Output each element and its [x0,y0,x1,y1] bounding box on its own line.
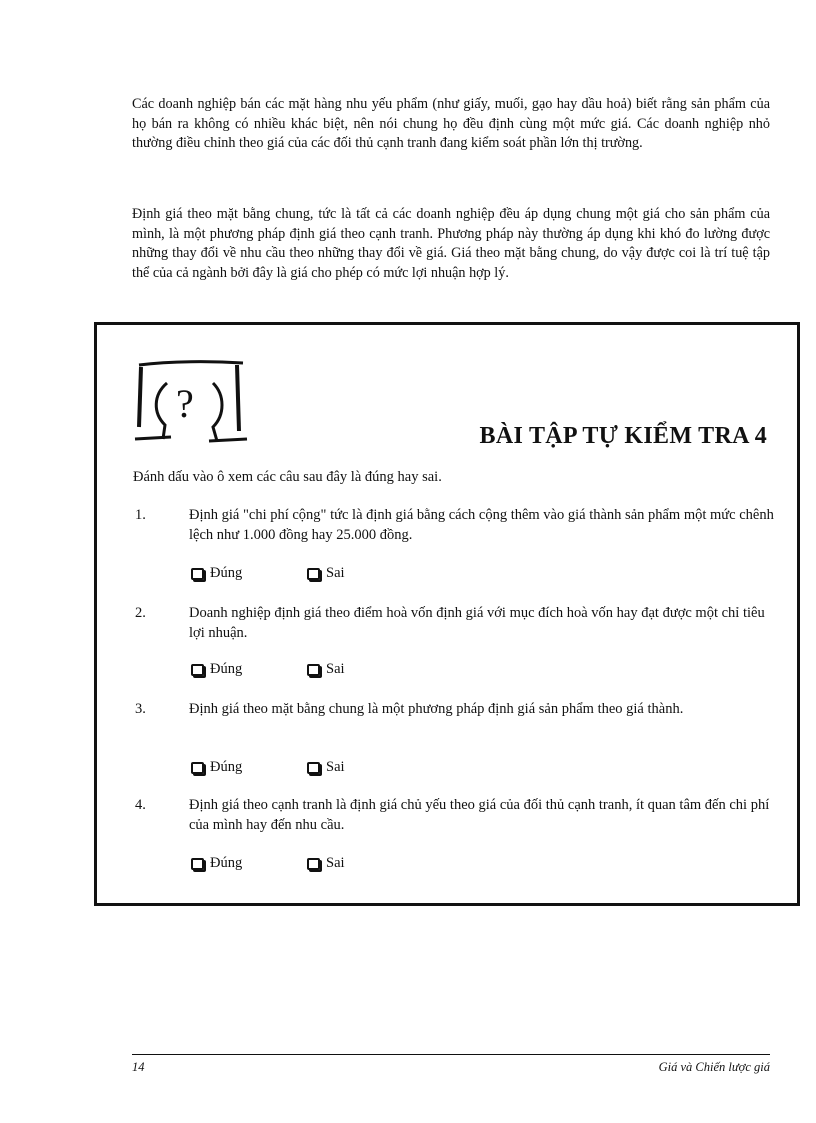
question-number: 2. [135,605,146,621]
checkbox-icon[interactable] [191,762,204,774]
question-number: 3. [135,701,146,717]
question-head-icon [131,353,251,445]
false-label: Sai [326,565,345,581]
intro-paragraph-2: Định giá theo mặt bằng chung, tức là tất cả các doanh nghiệp đều áp dụng chung một giá cho sản phẩm của mình, là một phương pháp định giá theo cạnh tranh. Phương pháp này thường áp dụng khi khó đo lường được những thay đổi về nhu cầu theo những thay đổi về giá. Giá theo mặt bằng chung, do vậy được coi là trí tuệ tập thể của cả ngành bởi đây là giá cho phép có mức lợi nhuận hợp lý. [132,206,770,281]
question-number: 4. [135,797,146,813]
checkbox-icon[interactable] [307,664,320,676]
true-option[interactable] [191,565,242,582]
checkbox-icon[interactable] [191,858,204,870]
true-label: Đúng [210,759,243,775]
intro-paragraph-1: Các doanh nghiệp bán các mặt hàng nhu yếu phẩm (như giấy, muối, gạo hay dầu hoả) biết rằng sản phẩm của họ bán ra không có nhiều khác biệt, nên nói chung họ đều định cùng một mức giá. Các doanh nghiệp nhỏ thường điều chỉnh theo giá của các đối thủ cạnh tranh đang kiểm soát phần lớn thị trường. [132,96,770,151]
svg-text:?: ? [176,381,194,426]
false-label: Sai [326,855,345,871]
true-option[interactable] [191,855,242,872]
false-option[interactable] [307,565,345,582]
checkbox-icon[interactable] [191,664,204,676]
false-option[interactable] [307,855,345,872]
book-title: Giá và Chiến lược giá [658,1060,770,1074]
question-text: Định giá theo mặt bằng chung là một phương pháp định giá sản phẩm theo giá thành. [189,701,684,717]
exercise-instruction: Đánh dấu vào ô xem các câu sau đây là đúng hay sai. [133,469,442,485]
false-option[interactable] [307,661,345,678]
question-text: Định giá theo cạnh tranh là định giá chủ yếu theo giá của đối thủ cạnh tranh, ít quan tâm đến chi phí của mình hay đến nhu cầu. [189,797,770,833]
checkbox-icon[interactable] [307,762,320,774]
exercise-title: BÀI TẬP TỰ KIỂM TRA 4 [479,423,767,449]
checkbox-icon[interactable] [307,568,320,580]
true-label: Đúng [210,661,243,677]
true-option[interactable] [191,661,242,678]
checkbox-icon[interactable] [307,858,320,870]
false-label: Sai [326,661,345,677]
false-option[interactable] [307,759,345,776]
checkbox-icon[interactable] [191,568,204,580]
true-label: Đúng [210,855,243,871]
question-text: Doanh nghiệp định giá theo điểm hoà vốn định giá với mục đích hoà vốn hay đạt được một chỉ tiêu lợi nhuận. [189,605,765,641]
true-option[interactable] [191,759,242,776]
false-label: Sai [326,759,345,775]
page-number: 14 [132,1060,145,1074]
true-label: Đúng [210,565,243,581]
exercise-box [94,322,800,906]
question-number: 1. [135,507,146,523]
footer-divider [132,1054,770,1055]
question-text: Định giá "chi phí cộng" tức là định giá bằng cách cộng thêm vào giá thành sản phẩm một mức chênh lệch như 1.000 đồng hay 25.000 đồng. [189,507,774,543]
